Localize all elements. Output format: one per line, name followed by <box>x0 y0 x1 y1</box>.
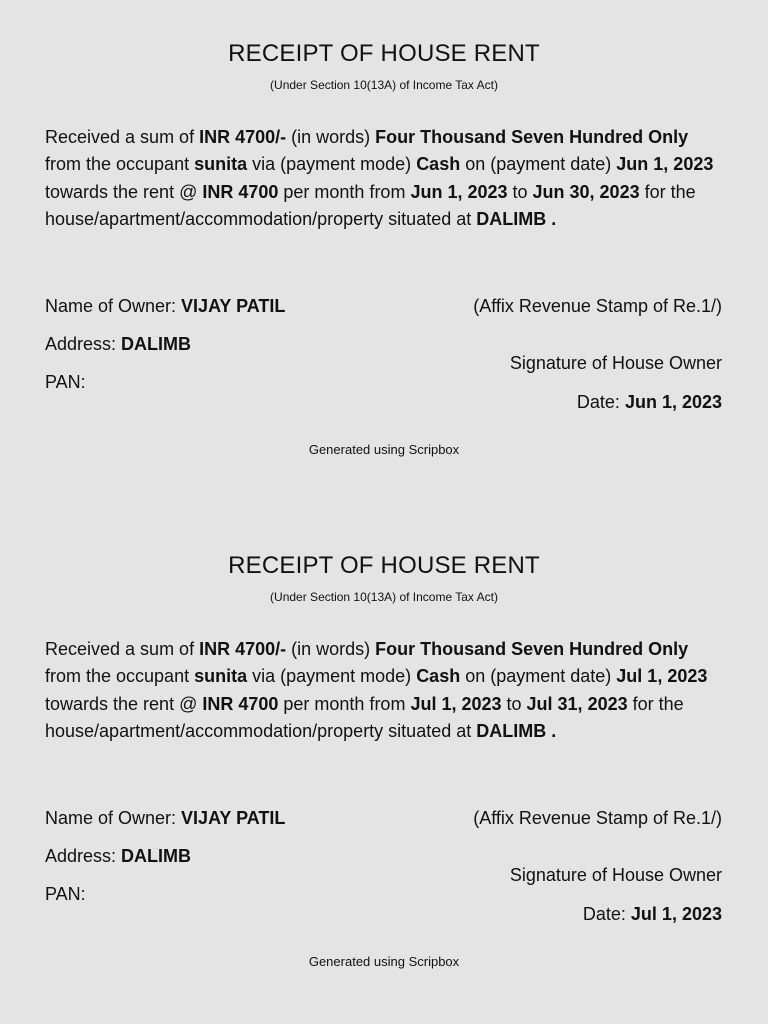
body-text-segment: towards the rent @ <box>45 693 203 714</box>
owner-address: DALIMB <box>121 334 192 354</box>
receipt-title: RECEIPT OF HOUSE RENT <box>228 40 540 67</box>
receipt-date-line <box>462 904 722 925</box>
owner-address-label: Address: <box>45 846 122 866</box>
receipt-footer: Generated using Scripbox <box>308 954 460 969</box>
body-text-segment: Received a sum of <box>45 127 200 147</box>
body-text-segment: on (payment date) <box>460 666 617 687</box>
receipt-body <box>45 124 735 233</box>
owner-name-line <box>45 296 285 317</box>
body-text-segment: on (payment date) <box>460 154 617 175</box>
body-text-segment: via (payment mode) <box>247 154 417 175</box>
property-location: DALIMB . <box>476 208 557 229</box>
revenue-stamp-note: (Affix Revenue Stamp of Re.1/) <box>473 808 722 828</box>
receipt-date-line <box>462 392 722 413</box>
amount-value: INR 4700/- <box>199 127 287 147</box>
owner-name-line <box>45 808 285 829</box>
owner-address-line <box>45 846 191 867</box>
receipt-body <box>45 636 735 745</box>
occupant-name: sunita <box>194 154 248 175</box>
date-label: Date: <box>576 392 625 412</box>
property-location: DALIMB . <box>476 720 557 741</box>
owner-address-line <box>45 334 191 355</box>
payment-mode-value: Cash <box>416 666 461 687</box>
receipt-subtitle: (Under Section 10(13A) of Income Tax Act) <box>270 590 498 604</box>
rent-receipt <box>0 0 768 500</box>
owner-pan-label: PAN: <box>45 372 86 392</box>
owner-pan-line <box>45 884 86 905</box>
amount-words-value: Four Thousand Seven Hundred Only <box>375 639 689 659</box>
receipt-title: RECEIPT OF HOUSE RENT <box>228 552 540 579</box>
to-date-value: Jul 31, 2023 <box>526 693 628 714</box>
rent-receipt <box>0 512 768 1012</box>
date-label: Date: <box>582 904 631 924</box>
owner-name-label: Name of Owner: <box>45 296 182 316</box>
body-text-segment: Received a sum of <box>45 639 200 659</box>
body-text-segment: from the occupant <box>45 666 195 687</box>
owner-address: DALIMB <box>121 846 192 866</box>
owner-name: VIJAY PATIL <box>181 808 286 828</box>
from-date-value: Jun 1, 2023 <box>410 181 508 202</box>
revenue-stamp-note: (Affix Revenue Stamp of Re.1/) <box>473 296 722 316</box>
owner-name: VIJAY PATIL <box>181 296 286 316</box>
signature-label: Signature of House Owner <box>509 353 722 373</box>
owner-name-label: Name of Owner: <box>45 808 182 828</box>
receipt-footer: Generated using Scripbox <box>308 442 460 457</box>
amount-value: INR 4700/- <box>199 639 287 659</box>
occupant-name: sunita <box>194 666 248 687</box>
body-text-segment: (in words) <box>286 639 376 659</box>
body-text-segment: from the occupant <box>45 154 195 175</box>
body-text-segment: towards the rent @ <box>45 181 203 202</box>
body-text-segment: to <box>507 181 533 202</box>
receipt-subtitle: (Under Section 10(13A) of Income Tax Act) <box>270 78 498 92</box>
body-text-segment: per month from <box>278 181 411 202</box>
owner-address-label: Address: <box>45 334 122 354</box>
body-text-segment: per month from <box>278 693 411 714</box>
owner-pan-label: PAN: <box>45 884 86 904</box>
rent-value: INR 4700 <box>202 693 279 714</box>
signature-label: Signature of House Owner <box>509 865 722 885</box>
payment-date-value: Jun 1, 2023 <box>616 154 714 175</box>
to-date-value: Jun 30, 2023 <box>532 181 640 202</box>
owner-pan-line <box>45 372 86 393</box>
payment-mode-value: Cash <box>416 154 461 175</box>
receipt-date: Jul 1, 2023 <box>630 904 722 924</box>
body-text-segment: to <box>501 693 527 714</box>
body-text-segment: for the house/apartment/accommodation/property situated at <box>45 693 684 741</box>
from-date-value: Jul 1, 2023 <box>410 693 502 714</box>
payment-date-value: Jul 1, 2023 <box>616 666 708 687</box>
receipt-date: Jun 1, 2023 <box>624 392 722 412</box>
body-text-segment: for the house/apartment/accommodation/property situated at <box>45 181 696 229</box>
amount-words-value: Four Thousand Seven Hundred Only <box>375 127 689 147</box>
body-text-segment: (in words) <box>286 127 376 147</box>
rent-value: INR 4700 <box>202 181 279 202</box>
body-text-segment: via (payment mode) <box>247 666 417 687</box>
